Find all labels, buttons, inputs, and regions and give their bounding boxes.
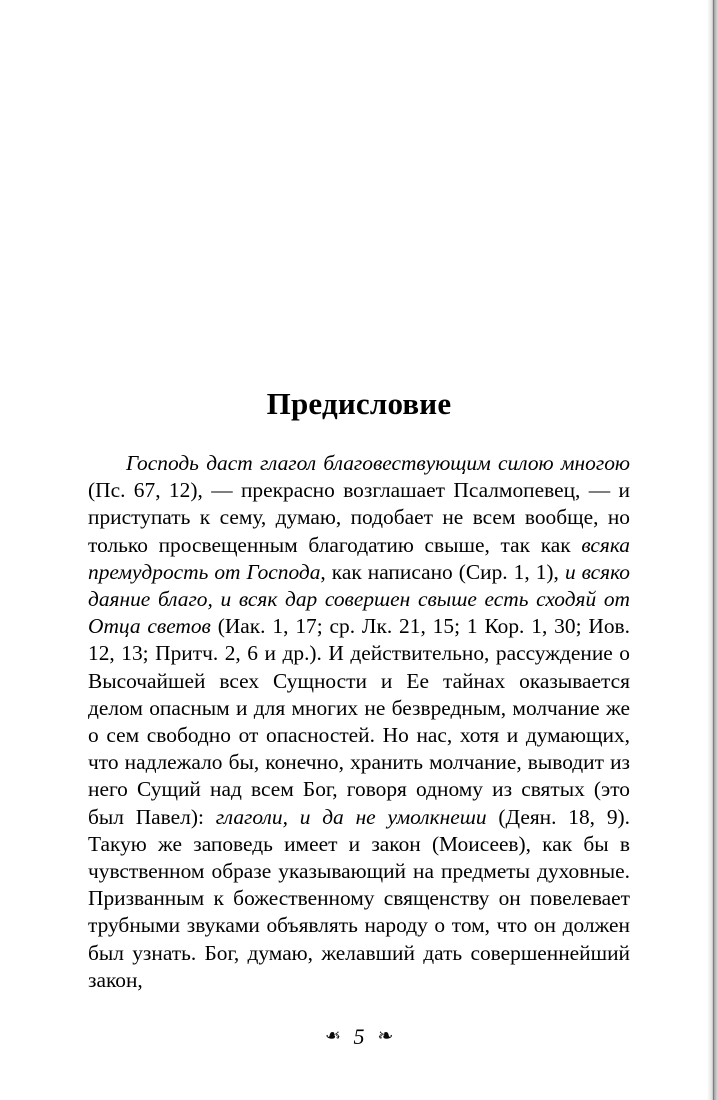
page-number: 5 [353,1024,365,1049]
flourish-ornament-left-icon: ❧ [324,1026,341,1047]
flourish-ornament-right-icon: ❧ [377,1026,394,1047]
body-paragraph [88,450,630,994]
scripture-quote: и всяко даяние благо, и всяк дар совершен свыше есть сходяй от Отца светов [88,559,630,639]
body-text-run: (Иак. 1, 17; ср. Лк. 21, 15; 1 Кор. 1, 30; Иов. 12, 13; Притч. 2, 6 и др.). И действительно, рассуждение о Высочайшей всех Сущности и Ее тайнах оказывается делом опасным и для многих не безвредным, молчание же о сем свободно от опасностей. Но нас, хотя и думающих, что надлежало бы, конечно, хранить молчание, выводит из него Сущий над всем Бог, говоря одному из святых (это был Павел): [88,614,630,829]
book-page [88,0,630,1100]
page-gutter-line [713,0,714,1100]
scripture-quote: Господь даст глагол благовествующим силою многою [126,451,630,475]
body-text-run: (Деян. 18, 9). Такую же заповедь имеет и закон (Моисеев), как бы в чувственном образе указывающий на предметы духовные. Призванным к божественному священству он повелевает трубными звуками объявлять народу о том, что он должен был узнать. Бог, думаю, желавший дать совершеннейший закон, [88,804,630,992]
body-text-run: , как написано (Сир. 1, 1), [320,559,565,584]
body-text-run: (Пс. 67, 12), — прекрасно возглашает Псалмопевец, — и приступать к сему, думаю, подобает не всем вообще, но только просвещенным благодатию свыше, так как [88,478,630,557]
scripture-quote: глаголи, и да не умолкнеши [215,804,487,829]
page-title: Предисловие [266,386,452,421]
page-scan-edge [707,0,717,1100]
page-footer [88,1024,630,1050]
scripture-quote: всяка премудрость от Господа [88,532,630,584]
